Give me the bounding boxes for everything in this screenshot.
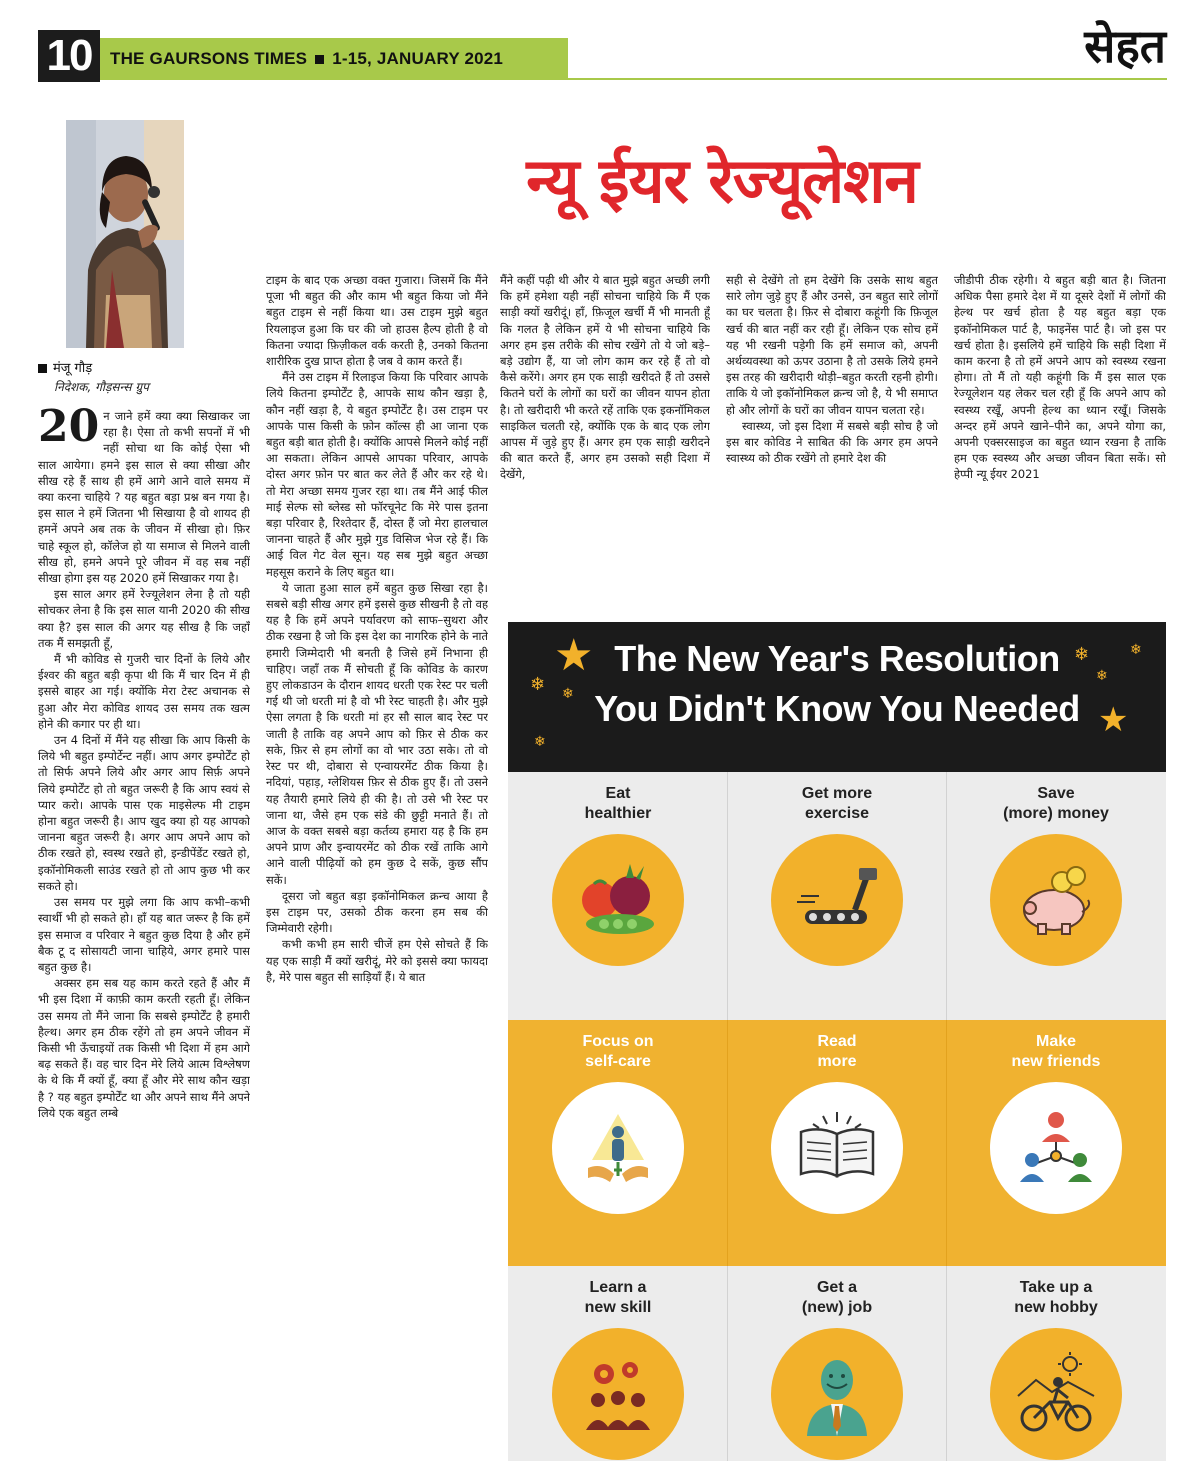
resolution-tile-new-friends: [958, 1028, 1154, 1214]
byline-square-icon: [38, 364, 47, 373]
section-label: सेहत: [1084, 19, 1166, 73]
vegetables-icon: [574, 856, 662, 944]
businessman-icon: [793, 1350, 881, 1438]
infographic-title: [508, 634, 1166, 734]
tile-badge: [552, 1082, 684, 1214]
article-column-5: [954, 272, 1166, 612]
tile-label: Eat: [605, 785, 631, 802]
piggy-bank-icon: [1012, 856, 1100, 944]
treadmill-icon: [793, 856, 881, 944]
resolution-tile-save-money: [958, 780, 1154, 966]
headline: न्यू ईयर रेज्यूलेशन: [526, 144, 918, 217]
resolution-tile-eat-healthier: [520, 780, 716, 966]
tile-badge: [990, 1082, 1122, 1214]
resolution-infographic: [508, 622, 1166, 1461]
brain-gears-icon: [574, 1350, 662, 1438]
grid-divider: [946, 772, 947, 1020]
resolution-tile-exercise: [739, 780, 935, 966]
infographic-title-line: The New Year's Resolution: [614, 638, 1060, 679]
tile-badge: [771, 1328, 903, 1460]
tile-badge: [771, 834, 903, 966]
article-column-2: [266, 272, 488, 1422]
resolution-tile-new-hobby: [958, 1274, 1154, 1460]
snowflake-icon: ❄: [530, 674, 546, 695]
cycling-icon: [1012, 1350, 1100, 1438]
resolution-tile-read-more: [739, 1028, 935, 1214]
paragraph: दूसरा जो बहुत बड़ा इकॉनोमिकल क्रन्च आया है इस टाइम पर, उसको ठीक करना हम सब की जिम्मेवारी रहेगी।: [266, 888, 488, 936]
resolution-tile-self-care: [520, 1028, 716, 1214]
tile-badge: [552, 1328, 684, 1460]
star-icon: ★: [554, 630, 594, 681]
star-icon: ★: [1098, 700, 1129, 740]
paragraph-text: न जाने हमें क्या क्या सिखाकर जा रहा है। ऐसा तो कभी सपनों में भी नहीं सोचा था कि कोई ऐसा भी साल आयेगा। हमने इस साल से क्या सीखा और सीख रहे हैं साथ ही हमें आगे आने वाले समय में क्या करना चाहिये ? यह बहुत बड़ा प्रश्न बन गया है। इस साल ने हमें जितना भी सिखाया है वो शायद ही हमनें अपने अब तक के जीवन में सीखा हो। फ़िर चाहे स्कूल हो, कॉलेज हो या समाज से मिलने वाली सीख हो, हमने अपने पूरे जीवन में वह सब नहीं सीखा होगा इस यह 2020 हमें सिखाकर गया है।: [38, 409, 250, 586]
grid-divider: [727, 772, 728, 1020]
infographic-band-yellow: [508, 1020, 1166, 1266]
author-name: मंजू गौड़: [53, 361, 93, 376]
paragraph: इस साल अगर हमें रेज्यूलेशन लेना है तो यही सोचकर लेना है कि इस साल यानी 2020 की सीख क्या है? इस साल की अगर यह सीख है कि जहाँ तक मैं समझती हूँ,: [38, 587, 250, 650]
tile-label: healthier: [584, 805, 652, 822]
tile-label: Read: [817, 1033, 857, 1050]
snowflake-icon: ❄: [1074, 644, 1090, 665]
dropcap: 20: [38, 408, 100, 452]
author-byline: [38, 358, 92, 376]
tile-label: more: [817, 1053, 857, 1070]
separator-square-icon: [315, 55, 324, 64]
resolution-tile-new-job: [739, 1274, 935, 1460]
paragraph: मैंने कहीं पढ़ी थी और ये बात मुझे बहुत अच्छी लगी कि हमें हमेशा यही नहीं सोचना चाहिये कि मैं एक साड़ी क्यों खरीदूं। हाँ, फ़िजूल खर्ची मैं भी मानती हूँ कि गलत है लेकिन हमें ये भी सोचना चाहिये कि अगर हम इस तरीके की सोच रखेंगे तो ये जो बड़े–बड़े उद्योग हैं, या जो लोग काम कर रहे हैं तो वो कैसे करेंगे। अगर हम एक साड़ी खरीदते हैं तो उससे कितने घरों के लोगों का घरों का जीवन यापन होता है। तो खरीदारी भी करते रहें ताकि एक इकनॉमिकल साइकिल चलती रहे, क्योंकि एक के बाद एक लोग आपस में जुड़े हुए हैं। अगर हम एक साड़ी खरीदने की बात करते हैं, अगर हम उसको सही दिशा में देखेंगे,: [500, 273, 710, 482]
people-network-icon: [1012, 1104, 1100, 1192]
grid-divider: [946, 1266, 947, 1461]
paragraph: टाइम के बाद एक अच्छा वक्त गुजारा। जिसमें कि मैंने पूजा भी बहुत की और काम भी बहुत किया जो मैंने बहुत टाइम से नहीं किया था। उस टाइम मुझे बहुत रियलाइज हुआ कि घर की जो हाउस हैल्प होती है वो कितना ज्यादा फ़िज़ीकल वर्क करती है, उनको कितना शारीरिक दुख प्राप्त होता है जब वे काम करते हैं।: [266, 273, 488, 369]
tile-badge: [552, 834, 684, 966]
page-number: 10: [38, 30, 100, 82]
tile-label: Learn a: [589, 1279, 647, 1296]
infographic-grid: [508, 772, 1166, 1461]
article-column-1: [38, 408, 250, 1420]
open-book-icon: [793, 1104, 881, 1192]
self-care-icon: [574, 1104, 662, 1192]
paragraph: सही से देखेंगे तो हम देखेंगे कि उसके साथ बहुत सारे लोग जुड़े हुए हैं और उनसे, उन बहुत सारे लोगों का घर चलता है। फ़िर से दोबारा कहूंगी कि फ़िजूल खर्च की बात नहीं कर रही हूँ। लेकिन एक सोच हमें यह भी रखनी पड़ेगी कि हमें समाज को, अपनी अर्थव्यवस्था को ऊपर उठाना है तो उसके लिये हमने इस तरह की खरीदारी थोड़ी–बहुत करती रहनी होगी। ताकि ये जो इकॉनोमिकल क्रन्च जो है, ये भी समाप्त हो और लोगों के घरों का जीवन यापन चलता रहे।: [726, 273, 938, 417]
snowflake-icon: ❄: [534, 734, 546, 750]
tile-badge: [771, 1082, 903, 1214]
author-portrait-icon: [66, 120, 184, 348]
grid-divider: [946, 1020, 947, 1266]
article-column-3: [500, 272, 710, 612]
tile-label: self-care: [585, 1053, 651, 1070]
snowflake-icon: ❄: [1130, 642, 1142, 658]
tile-label: (more) money: [1003, 805, 1109, 822]
snowflake-icon: ❄: [562, 686, 574, 702]
author-role: निदेशक, गौड़सन्स ग्रुप: [54, 380, 149, 394]
issue-date: 1-15, JANUARY 2021: [332, 49, 504, 68]
tile-label: Get more: [801, 785, 873, 802]
resolution-tile-new-skill: [520, 1274, 716, 1460]
infographic-title-line: You Didn't Know You Needed: [594, 688, 1080, 729]
publication-name: THE GAURSONS TIMES: [110, 49, 308, 68]
paragraph: मैं भी कोविड से गुजरी चार दिनों के लिये और ईश्वर की बहुत बड़ी कृपा थी कि मैं चार दिन में ही इससे बाहर आ गई। क्योंकि मेरा टेस्ट अचानक से हुआ और मेरा कोविड शायद उस समय तक खत्म होने की कगार पर ही था।: [38, 652, 250, 731]
header-rule: [100, 78, 1167, 80]
tile-badge: [990, 834, 1122, 966]
paragraph: अक्सर हम सब यह काम करते रहते हैं और मैं भी इस दिशा में काफ़ी काम करती रहती हूँ। लेकिन उस समय तो मैंने जाना कि सबसे इम्पोर्टेंट है हमारी हैल्थ। अगर हम ठीक रहेंगे तो हम अपने जीवन में किसी भी ऊँचाइयों तक किसी भी दिशा में हम आगे बढ़ सकते हैं। वह चार दिन मेरे लिये आत्म विश्लेषण के थे कि मैं क्यों हूँ, क्या हूँ और मेरे साथ कौन खड़ा है ? यह बहुत इम्पोर्टेंट था और अपने साथ मैंने अपने लिये एक बहुत लम्बे: [38, 976, 250, 1120]
tile-badge: [990, 1328, 1122, 1460]
tile-label: new hobby: [1014, 1299, 1098, 1316]
grid-divider: [727, 1266, 728, 1461]
article-column-4: [726, 272, 938, 612]
tile-label: new skill: [584, 1299, 652, 1316]
paragraph: स्वास्थ्य, जो इस दिशा में सबसे बड़ी सोच है जो इस बार कोविड ने साबित की कि अगर हम अपने स्वास्थ्य को ठीक रखेंगे तो हमारे देश की: [726, 418, 938, 466]
grid-divider: [727, 1020, 728, 1266]
paragraph: ये जाता हुआ साल हमें बहुत कुछ सिखा रहा है। सबसे बड़ी सीख अगर हमें इससे कुछ सीखनी है तो वह यह है कि हमें अपने पर्यावरण को साफ–सुथरा और ठीक रखना है जो कि इस देश का नागरिक होने के नाते हमारी जिम्मेदारी भी बनती है जिसे हमें निभाना ही चाहिए। जहाँ तक मैं सोचती हूँ कि कोविड के कारण हुए लोकडाउन के दौरान शायद धरती एक रेस्ट पर चली गई थी जो धरती मां है वो भी रेस्ट चाहती है। और मुझे ऐसा लगता है कि धरती मां हर सौ साल बाद रेस्ट पर जाती है ताकि वह अपने आप को फ़िर से ठीक कर सके, फ़िर से हम लोगों का वो भार उठा सके। तो वो रेस्ट पर थी, दोबारा से एन्वायरमेंट ठीक किया है। नदियां, पहाड़, ग्लेशियस फ़िर से ठीक हुए हैं। तो उसने यह तैयारी हमारे लिये ही की है। तो उसे भी रेस्ट पर जाना था, जैसे हम एक संडे की छुट्टी मनाते हैं। तो आज के वक्त सबसे बड़ा कर्तव्य हमारा यह है कि हम अपने प्राण और इन्वायरमेंट को ठीक रखें ताकि आगे आने वाली पीढ़ियों को हम कुछ दे सकें, कुछ सौंप सकें।: [266, 580, 488, 887]
tile-label: Focus on: [582, 1033, 654, 1050]
tile-label: new friends: [1011, 1053, 1101, 1070]
paragraph: उन 4 दिनों में मैंने यह सीखा कि आप किसी के लिये भी बहुत इम्पोर्टेन्ट नहीं। आप अगर इम्पोर्टेंट हो तो सिर्फ अपने लिये और अगर आप सिर्फ़ अपने लिये इम्पोर्टेंट हो तो बहुत जरूरी है कि आप स्वयं से प्यार करो। आपके पास एक माइसेल्फ मी टाइम होना बहुत जरूरी है। आप खुद क्या हो यह आपको जानना बहुत जरूरी है। अगर आप अपने आप को ठीक रखते हो, स्वस्थ रखते हो, इन्डीपेंडेंट रखते हो, इकॉनोमिकली साउंड रखते हो तो आप कुछ भी कर सकते हो।: [38, 733, 250, 893]
tile-label: Take up a: [1019, 1279, 1093, 1296]
infographic-header: [508, 622, 1166, 772]
author-photo: [66, 120, 184, 348]
masthead: [110, 49, 503, 69]
snowflake-icon: ❄: [1096, 668, 1108, 684]
paragraph: कभी कभी हम सारी चीजें हम ऐसे सोचते हैं कि यह एक साड़ी मैं क्यों खरीदूं, मेरे को इससे क्या फायदा है, मेरे पास बहुत सी साड़ियाँ हैं। ये बात: [266, 937, 488, 984]
paragraph: मैंने उस टाइम में रिलाइज किया कि परिवार आपके लिये कितना इम्पोर्टेंट है, आपके साथ कौन खड़ा है, कौन नहीं खड़ा है, ये बहुत इम्पोर्टेंट है। उस टाइम पर आपके पास किसी के फ़ोन कॉल्स ही आ जाना एक बहुत बड़ी बात होती है। क्योंकि आपसे मिलने कोई नहीं आ सकता। लेकिन आपसे आपका परिवार, आपके दोस्त अगर फ़ोन पर बात कर लेते हैं और कर रहे थे। तो मेरा अच्छा समय गुजर रहा था। तब मैंने आई फील माई सेल्फ सो ब्लेस्ड सो फॉरचूनेट कि मेरे पास इतना बड़ा परिवार है, रिश्तेदार हैं, दोस्त हैं जो मेरा हालचाल जानना चाहते हैं और मुझे गुड विसिज भेज रहे हैं। कि आई विल गेट वेल सून। यह सब मुझे बहुत अच्छा महसूस कराने के लिए बहुत था।: [266, 370, 488, 579]
paragraph: [38, 408, 250, 586]
paragraph: उस समय पर मुझे लगा कि आप कभी–कभी स्वार्थी भी हो सकते हो। हाँ यह बात जरूर है कि हमें इस समाज व परिवार ने बहुत कुछ दिया है और हमें बैक टू द सोसायटी जाना चाहिये, अगर हमारे पास बहुत कुछ है।: [38, 895, 250, 974]
paragraph: जीडीपी ठीक रहेगी। ये बहुत बड़ी बात है। जितना अधिक पैसा हमारे देश में या दूसरे देशों में लोगों की हेल्थ पर खर्च होता है यह बहुत बड़ा एक इकॉनोमिकल पार्ट है, फाइनेंस पार्ट है। जो इस पर खर्च होता है। इसलिये हमें चाहिये कि सही दिशा में काम करना है तो हमें अपने आप को स्वस्थ्य रखना होगा। तो मैं तो यही कहूंगी कि मैं इस साल एक रेज्यूलेशन यह लेकर चल रही हूँ कि अपने आप को स्वस्थ्य रखूँ, अपनी हेल्थ का ध्यान रखूँ। जिसके अन्दर हमें अपने खाने–पीने का, अपने योगा का, अपनी एक्सरसाइज का बहुत ध्यान रखना है ताकि हम एक स्वस्थ्य और अच्छा जीवन बिता सकें। सो हेप्पी न्यू ईयर 2021: [954, 273, 1166, 482]
tile-label: (new) job: [801, 1299, 873, 1316]
tile-label: Save: [1037, 785, 1075, 802]
tile-label: Get a: [816, 1279, 857, 1296]
tile-label: exercise: [804, 805, 870, 822]
tile-label: Make: [1035, 1033, 1077, 1050]
